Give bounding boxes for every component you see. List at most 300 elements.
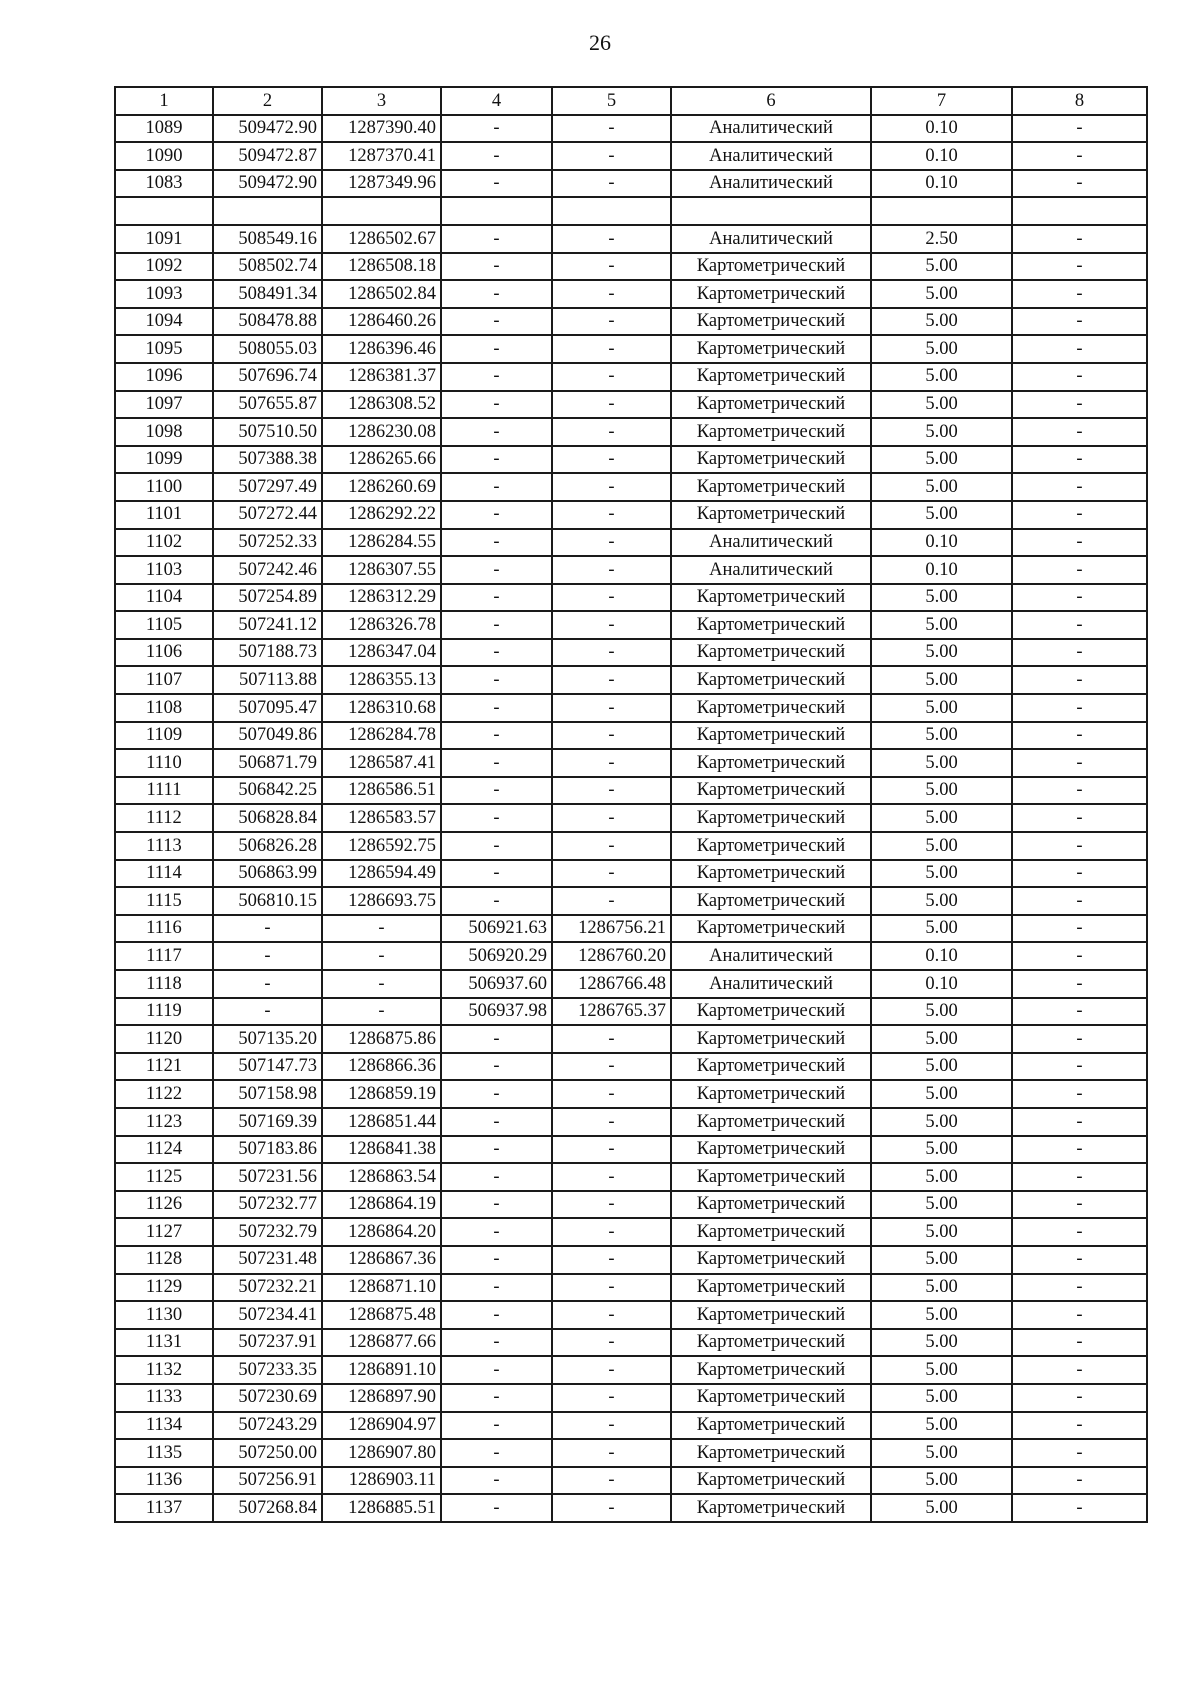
x-coordinate-alt-cell: - xyxy=(441,777,552,805)
table-row xyxy=(115,280,1147,308)
method-cell: Картометрический xyxy=(671,1301,871,1329)
method-cell: Картометрический xyxy=(671,391,871,419)
x-coordinate-alt-cell: - xyxy=(441,611,552,639)
y-coordinate-cell: 1286594.49 xyxy=(322,860,441,888)
x-coordinate-cell: 507256.91 xyxy=(213,1467,322,1495)
accuracy-cell xyxy=(871,197,1012,225)
method-cell: Картометрический xyxy=(671,1467,871,1495)
method-cell: Картометрический xyxy=(671,1329,871,1357)
x-coordinate-cell: 506842.25 xyxy=(213,777,322,805)
x-coordinate-cell xyxy=(213,197,322,225)
point-number-cell: 1127 xyxy=(115,1218,213,1246)
point-number-cell: 1132 xyxy=(115,1356,213,1384)
x-coordinate-alt-cell: - xyxy=(441,584,552,612)
y-coordinate-cell: 1286326.78 xyxy=(322,611,441,639)
x-coordinate-alt-cell: - xyxy=(441,1274,552,1302)
point-number-cell: 1116 xyxy=(115,915,213,943)
x-coordinate-alt-cell: - xyxy=(441,1439,552,1467)
y-coordinate-cell xyxy=(322,197,441,225)
method-cell: Картометрический xyxy=(671,1053,871,1081)
note-cell: - xyxy=(1012,1356,1147,1384)
y-coordinate-alt-cell: - xyxy=(552,418,671,446)
point-number-cell: 1101 xyxy=(115,501,213,529)
method-cell: Картометрический xyxy=(671,915,871,943)
x-coordinate-alt-cell: - xyxy=(441,1136,552,1164)
method-cell: Аналитический xyxy=(671,556,871,584)
table-row xyxy=(115,115,1147,143)
table-row xyxy=(115,777,1147,805)
y-coordinate-cell: - xyxy=(322,970,441,998)
note-cell: - xyxy=(1012,942,1147,970)
y-coordinate-alt-cell: - xyxy=(552,225,671,253)
x-coordinate-alt-cell: - xyxy=(441,391,552,419)
point-number-cell: 1120 xyxy=(115,1025,213,1053)
note-cell: - xyxy=(1012,253,1147,281)
accuracy-cell: 5.00 xyxy=(871,1218,1012,1246)
x-coordinate-alt-cell xyxy=(441,197,552,225)
y-coordinate-alt-cell: - xyxy=(552,777,671,805)
table-row xyxy=(115,1329,1147,1357)
coordinates-table xyxy=(114,86,1148,1523)
y-coordinate-cell: 1286904.97 xyxy=(322,1412,441,1440)
y-coordinate-cell: 1286508.18 xyxy=(322,253,441,281)
y-coordinate-alt-cell: - xyxy=(552,860,671,888)
point-number-cell xyxy=(115,197,213,225)
accuracy-cell: 5.00 xyxy=(871,473,1012,501)
x-coordinate-alt-cell: - xyxy=(441,446,552,474)
accuracy-cell: 0.10 xyxy=(871,115,1012,143)
table-row xyxy=(115,611,1147,639)
accuracy-cell: 5.00 xyxy=(871,391,1012,419)
y-coordinate-cell: 1286381.37 xyxy=(322,363,441,391)
x-coordinate-alt-cell: - xyxy=(441,1025,552,1053)
point-number-cell: 1131 xyxy=(115,1329,213,1357)
table-row xyxy=(115,225,1147,253)
table-row xyxy=(115,363,1147,391)
table-row xyxy=(115,556,1147,584)
x-coordinate-cell: 507188.73 xyxy=(213,639,322,667)
accuracy-cell: 0.10 xyxy=(871,942,1012,970)
accuracy-cell: 5.00 xyxy=(871,804,1012,832)
table-row xyxy=(115,1246,1147,1274)
x-coordinate-alt-cell: - xyxy=(441,1412,552,1440)
note-cell: - xyxy=(1012,1329,1147,1357)
x-coordinate-cell: 507147.73 xyxy=(213,1053,322,1081)
method-cell: Картометрический xyxy=(671,666,871,694)
accuracy-cell: 5.00 xyxy=(871,666,1012,694)
x-coordinate-cell: 507242.46 xyxy=(213,556,322,584)
table-row xyxy=(115,639,1147,667)
x-coordinate-alt-cell: - xyxy=(441,308,552,336)
y-coordinate-cell: 1286396.46 xyxy=(322,335,441,363)
accuracy-cell: 5.00 xyxy=(871,253,1012,281)
y-coordinate-cell: 1286586.51 xyxy=(322,777,441,805)
point-number-cell: 1108 xyxy=(115,694,213,722)
table-row xyxy=(115,998,1147,1026)
y-coordinate-alt-cell: - xyxy=(552,1191,671,1219)
table-row xyxy=(115,584,1147,612)
x-coordinate-cell: - xyxy=(213,942,322,970)
table-row xyxy=(115,170,1147,198)
x-coordinate-alt-cell: - xyxy=(441,1163,552,1191)
y-coordinate-cell: 1286587.41 xyxy=(322,749,441,777)
y-coordinate-cell: - xyxy=(322,942,441,970)
note-cell: - xyxy=(1012,170,1147,198)
x-coordinate-cell: 506863.99 xyxy=(213,860,322,888)
table-row xyxy=(115,1412,1147,1440)
method-cell: Картометрический xyxy=(671,446,871,474)
x-coordinate-alt-cell: - xyxy=(441,529,552,557)
point-number-cell: 1098 xyxy=(115,418,213,446)
x-coordinate-cell: 507232.21 xyxy=(213,1274,322,1302)
y-coordinate-alt-cell: - xyxy=(552,335,671,363)
y-coordinate-cell: - xyxy=(322,998,441,1026)
y-coordinate-cell: 1286308.52 xyxy=(322,391,441,419)
table-row xyxy=(115,197,1147,225)
y-coordinate-alt-cell: - xyxy=(552,832,671,860)
x-coordinate-cell: - xyxy=(213,998,322,1026)
accuracy-cell: 0.10 xyxy=(871,529,1012,557)
y-coordinate-alt-cell: - xyxy=(552,694,671,722)
x-coordinate-alt-cell: - xyxy=(441,804,552,832)
y-coordinate-alt-cell: - xyxy=(552,1467,671,1495)
point-number-cell: 1102 xyxy=(115,529,213,557)
y-coordinate-cell: 1286292.22 xyxy=(322,501,441,529)
x-coordinate-cell: 507095.47 xyxy=(213,694,322,722)
note-cell: - xyxy=(1012,115,1147,143)
column-header: 6 xyxy=(671,87,871,115)
accuracy-cell: 5.00 xyxy=(871,1412,1012,1440)
method-cell: Картометрический xyxy=(671,584,871,612)
x-coordinate-alt-cell: - xyxy=(441,749,552,777)
point-number-cell: 1110 xyxy=(115,749,213,777)
note-cell: - xyxy=(1012,391,1147,419)
table-row xyxy=(115,1136,1147,1164)
point-number-cell: 1113 xyxy=(115,832,213,860)
x-coordinate-cell: 507250.00 xyxy=(213,1439,322,1467)
x-coordinate-cell: 507272.44 xyxy=(213,501,322,529)
point-number-cell: 1109 xyxy=(115,722,213,750)
note-cell: - xyxy=(1012,860,1147,888)
method-cell: Картометрический xyxy=(671,473,871,501)
accuracy-cell: 5.00 xyxy=(871,1108,1012,1136)
y-coordinate-alt-cell: - xyxy=(552,115,671,143)
table-row xyxy=(115,529,1147,557)
point-number-cell: 1089 xyxy=(115,115,213,143)
table-row xyxy=(115,335,1147,363)
method-cell: Картометрический xyxy=(671,694,871,722)
x-coordinate-cell: 507510.50 xyxy=(213,418,322,446)
x-coordinate-alt-cell: - xyxy=(441,142,552,170)
table-row xyxy=(115,418,1147,446)
y-coordinate-alt-cell: - xyxy=(552,1246,671,1274)
note-cell: - xyxy=(1012,832,1147,860)
method-cell: Картометрический xyxy=(671,611,871,639)
x-coordinate-alt-cell: - xyxy=(441,1218,552,1246)
point-number-cell: 1118 xyxy=(115,970,213,998)
accuracy-cell: 5.00 xyxy=(871,1136,1012,1164)
y-coordinate-cell: 1286875.48 xyxy=(322,1301,441,1329)
y-coordinate-cell: 1286841.38 xyxy=(322,1136,441,1164)
method-cell: Картометрический xyxy=(671,363,871,391)
method-cell xyxy=(671,197,871,225)
note-cell: - xyxy=(1012,1467,1147,1495)
point-number-cell: 1107 xyxy=(115,666,213,694)
method-cell: Картометрический xyxy=(671,253,871,281)
y-coordinate-cell: 1286866.36 xyxy=(322,1053,441,1081)
table-row xyxy=(115,1191,1147,1219)
method-cell: Картометрический xyxy=(671,860,871,888)
y-coordinate-cell: 1286693.75 xyxy=(322,887,441,915)
note-cell: - xyxy=(1012,1218,1147,1246)
method-cell: Аналитический xyxy=(671,142,871,170)
note-cell: - xyxy=(1012,666,1147,694)
method-cell: Картометрический xyxy=(671,749,871,777)
y-coordinate-cell: - xyxy=(322,915,441,943)
note-cell: - xyxy=(1012,418,1147,446)
x-coordinate-alt-cell: 506937.98 xyxy=(441,998,552,1026)
method-cell: Картометрический xyxy=(671,1080,871,1108)
x-coordinate-cell: 507158.98 xyxy=(213,1080,322,1108)
y-coordinate-alt-cell: - xyxy=(552,142,671,170)
note-cell: - xyxy=(1012,280,1147,308)
x-coordinate-cell: 507183.86 xyxy=(213,1136,322,1164)
method-cell: Картометрический xyxy=(671,804,871,832)
note-cell: - xyxy=(1012,1384,1147,1412)
accuracy-cell: 5.00 xyxy=(871,1301,1012,1329)
point-number-cell: 1126 xyxy=(115,1191,213,1219)
note-cell: - xyxy=(1012,142,1147,170)
point-number-cell: 1083 xyxy=(115,170,213,198)
point-number-cell: 1121 xyxy=(115,1053,213,1081)
method-cell: Аналитический xyxy=(671,529,871,557)
y-coordinate-alt-cell xyxy=(552,197,671,225)
accuracy-cell: 5.00 xyxy=(871,1163,1012,1191)
method-cell: Картометрический xyxy=(671,335,871,363)
y-coordinate-alt-cell: - xyxy=(552,1163,671,1191)
y-coordinate-cell: 1286260.69 xyxy=(322,473,441,501)
method-cell: Аналитический xyxy=(671,225,871,253)
y-coordinate-cell: 1286592.75 xyxy=(322,832,441,860)
note-cell: - xyxy=(1012,639,1147,667)
table-row xyxy=(115,915,1147,943)
point-number-cell: 1129 xyxy=(115,1274,213,1302)
x-coordinate-alt-cell: - xyxy=(441,418,552,446)
method-cell: Картометрический xyxy=(671,1163,871,1191)
x-coordinate-cell: 509472.90 xyxy=(213,170,322,198)
x-coordinate-cell: 507237.91 xyxy=(213,1329,322,1357)
y-coordinate-alt-cell: - xyxy=(552,473,671,501)
x-coordinate-alt-cell: - xyxy=(441,1356,552,1384)
point-number-cell: 1123 xyxy=(115,1108,213,1136)
method-cell: Аналитический xyxy=(671,115,871,143)
table-row xyxy=(115,887,1147,915)
note-cell: - xyxy=(1012,1246,1147,1274)
accuracy-cell: 5.00 xyxy=(871,722,1012,750)
x-coordinate-cell: 507135.20 xyxy=(213,1025,322,1053)
y-coordinate-alt-cell: - xyxy=(552,1136,671,1164)
y-coordinate-cell: 1286864.19 xyxy=(322,1191,441,1219)
point-number-cell: 1128 xyxy=(115,1246,213,1274)
point-number-cell: 1090 xyxy=(115,142,213,170)
accuracy-cell: 5.00 xyxy=(871,1384,1012,1412)
point-number-cell: 1122 xyxy=(115,1080,213,1108)
table-row xyxy=(115,722,1147,750)
note-cell: - xyxy=(1012,1301,1147,1329)
table-row xyxy=(115,1439,1147,1467)
table-row xyxy=(115,253,1147,281)
method-cell: Картометрический xyxy=(671,1439,871,1467)
accuracy-cell: 2.50 xyxy=(871,225,1012,253)
column-header: 3 xyxy=(322,87,441,115)
accuracy-cell: 5.00 xyxy=(871,308,1012,336)
note-cell: - xyxy=(1012,998,1147,1026)
y-coordinate-alt-cell: - xyxy=(552,804,671,832)
x-coordinate-cell: 507113.88 xyxy=(213,666,322,694)
point-number-cell: 1104 xyxy=(115,584,213,612)
point-number-cell: 1133 xyxy=(115,1384,213,1412)
x-coordinate-alt-cell: 506920.29 xyxy=(441,942,552,970)
y-coordinate-alt-cell: 1286766.48 xyxy=(552,970,671,998)
table-row xyxy=(115,1108,1147,1136)
x-coordinate-alt-cell: - xyxy=(441,363,552,391)
accuracy-cell: 5.00 xyxy=(871,1080,1012,1108)
y-coordinate-alt-cell: - xyxy=(552,170,671,198)
table-row xyxy=(115,804,1147,832)
page-number: 26 xyxy=(589,30,611,55)
y-coordinate-alt-cell: - xyxy=(552,1412,671,1440)
table-row xyxy=(115,970,1147,998)
y-coordinate-cell: 1286907.80 xyxy=(322,1439,441,1467)
y-coordinate-cell: 1286851.44 xyxy=(322,1108,441,1136)
table-row xyxy=(115,1218,1147,1246)
accuracy-cell: 5.00 xyxy=(871,887,1012,915)
table-row xyxy=(115,860,1147,888)
accuracy-cell: 5.00 xyxy=(871,363,1012,391)
accuracy-cell: 5.00 xyxy=(871,777,1012,805)
x-coordinate-alt-cell: - xyxy=(441,335,552,363)
y-coordinate-cell: 1287390.40 xyxy=(322,115,441,143)
x-coordinate-cell: 508549.16 xyxy=(213,225,322,253)
x-coordinate-cell: 507230.69 xyxy=(213,1384,322,1412)
note-cell: - xyxy=(1012,225,1147,253)
method-cell: Аналитический xyxy=(671,170,871,198)
x-coordinate-cell: 507388.38 xyxy=(213,446,322,474)
accuracy-cell: 5.00 xyxy=(871,418,1012,446)
accuracy-cell: 5.00 xyxy=(871,1494,1012,1522)
method-cell: Аналитический xyxy=(671,942,871,970)
y-coordinate-cell: 1286265.66 xyxy=(322,446,441,474)
y-coordinate-cell: 1287349.96 xyxy=(322,170,441,198)
y-coordinate-alt-cell: - xyxy=(552,1108,671,1136)
method-cell: Картометрический xyxy=(671,1191,871,1219)
note-cell: - xyxy=(1012,308,1147,336)
x-coordinate-alt-cell: 506937.60 xyxy=(441,970,552,998)
x-coordinate-alt-cell: - xyxy=(441,860,552,888)
x-coordinate-alt-cell: - xyxy=(441,225,552,253)
note-cell: - xyxy=(1012,501,1147,529)
y-coordinate-cell: 1286310.68 xyxy=(322,694,441,722)
x-coordinate-alt-cell: - xyxy=(441,1384,552,1412)
x-coordinate-alt-cell: - xyxy=(441,1080,552,1108)
y-coordinate-cell: 1286864.20 xyxy=(322,1218,441,1246)
y-coordinate-alt-cell: - xyxy=(552,280,671,308)
table-row xyxy=(115,1301,1147,1329)
method-cell: Картометрический xyxy=(671,1136,871,1164)
accuracy-cell: 5.00 xyxy=(871,1053,1012,1081)
y-coordinate-alt-cell: - xyxy=(552,1301,671,1329)
accuracy-cell: 0.10 xyxy=(871,142,1012,170)
x-coordinate-alt-cell: - xyxy=(441,170,552,198)
x-coordinate-cell: 508478.88 xyxy=(213,308,322,336)
x-coordinate-alt-cell: - xyxy=(441,1494,552,1522)
table-row xyxy=(115,473,1147,501)
y-coordinate-alt-cell: - xyxy=(552,722,671,750)
note-cell: - xyxy=(1012,1053,1147,1081)
point-number-cell: 1130 xyxy=(115,1301,213,1329)
table-body xyxy=(115,87,1147,1522)
accuracy-cell: 5.00 xyxy=(871,639,1012,667)
note-cell: - xyxy=(1012,363,1147,391)
y-coordinate-alt-cell: - xyxy=(552,611,671,639)
note-cell: - xyxy=(1012,804,1147,832)
y-coordinate-cell: 1286502.67 xyxy=(322,225,441,253)
point-number-cell: 1115 xyxy=(115,887,213,915)
y-coordinate-cell: 1286312.29 xyxy=(322,584,441,612)
y-coordinate-cell: 1286871.10 xyxy=(322,1274,441,1302)
x-coordinate-cell: 506810.15 xyxy=(213,887,322,915)
y-coordinate-cell: 1286891.10 xyxy=(322,1356,441,1384)
y-coordinate-alt-cell: 1286756.21 xyxy=(552,915,671,943)
x-coordinate-alt-cell: - xyxy=(441,280,552,308)
table-row xyxy=(115,501,1147,529)
x-coordinate-alt-cell: - xyxy=(441,722,552,750)
y-coordinate-cell: 1286877.66 xyxy=(322,1329,441,1357)
y-coordinate-cell: 1286230.08 xyxy=(322,418,441,446)
table-row xyxy=(115,1053,1147,1081)
y-coordinate-alt-cell: - xyxy=(552,253,671,281)
table-row xyxy=(115,1080,1147,1108)
y-coordinate-cell: 1286307.55 xyxy=(322,556,441,584)
x-coordinate-cell: - xyxy=(213,915,322,943)
method-cell: Аналитический xyxy=(671,970,871,998)
y-coordinate-alt-cell: - xyxy=(552,1356,671,1384)
x-coordinate-cell: 507297.49 xyxy=(213,473,322,501)
column-header: 2 xyxy=(213,87,322,115)
y-coordinate-alt-cell: - xyxy=(552,1274,671,1302)
y-coordinate-alt-cell: - xyxy=(552,639,671,667)
note-cell: - xyxy=(1012,694,1147,722)
x-coordinate-cell: 507232.77 xyxy=(213,1191,322,1219)
point-number-cell: 1100 xyxy=(115,473,213,501)
x-coordinate-alt-cell: - xyxy=(441,556,552,584)
point-number-cell: 1134 xyxy=(115,1412,213,1440)
accuracy-cell: 0.10 xyxy=(871,970,1012,998)
y-coordinate-cell: 1286885.51 xyxy=(322,1494,441,1522)
table-row xyxy=(115,1163,1147,1191)
method-cell: Картометрический xyxy=(671,1218,871,1246)
y-coordinate-alt-cell: - xyxy=(552,749,671,777)
point-number-cell: 1114 xyxy=(115,860,213,888)
y-coordinate-alt-cell: 1286765.37 xyxy=(552,998,671,1026)
method-cell: Картометрический xyxy=(671,887,871,915)
accuracy-cell: 5.00 xyxy=(871,1246,1012,1274)
table-row xyxy=(115,308,1147,336)
y-coordinate-cell: 1286903.11 xyxy=(322,1467,441,1495)
accuracy-cell: 5.00 xyxy=(871,1025,1012,1053)
method-cell: Картометрический xyxy=(671,418,871,446)
y-coordinate-cell: 1286863.54 xyxy=(322,1163,441,1191)
